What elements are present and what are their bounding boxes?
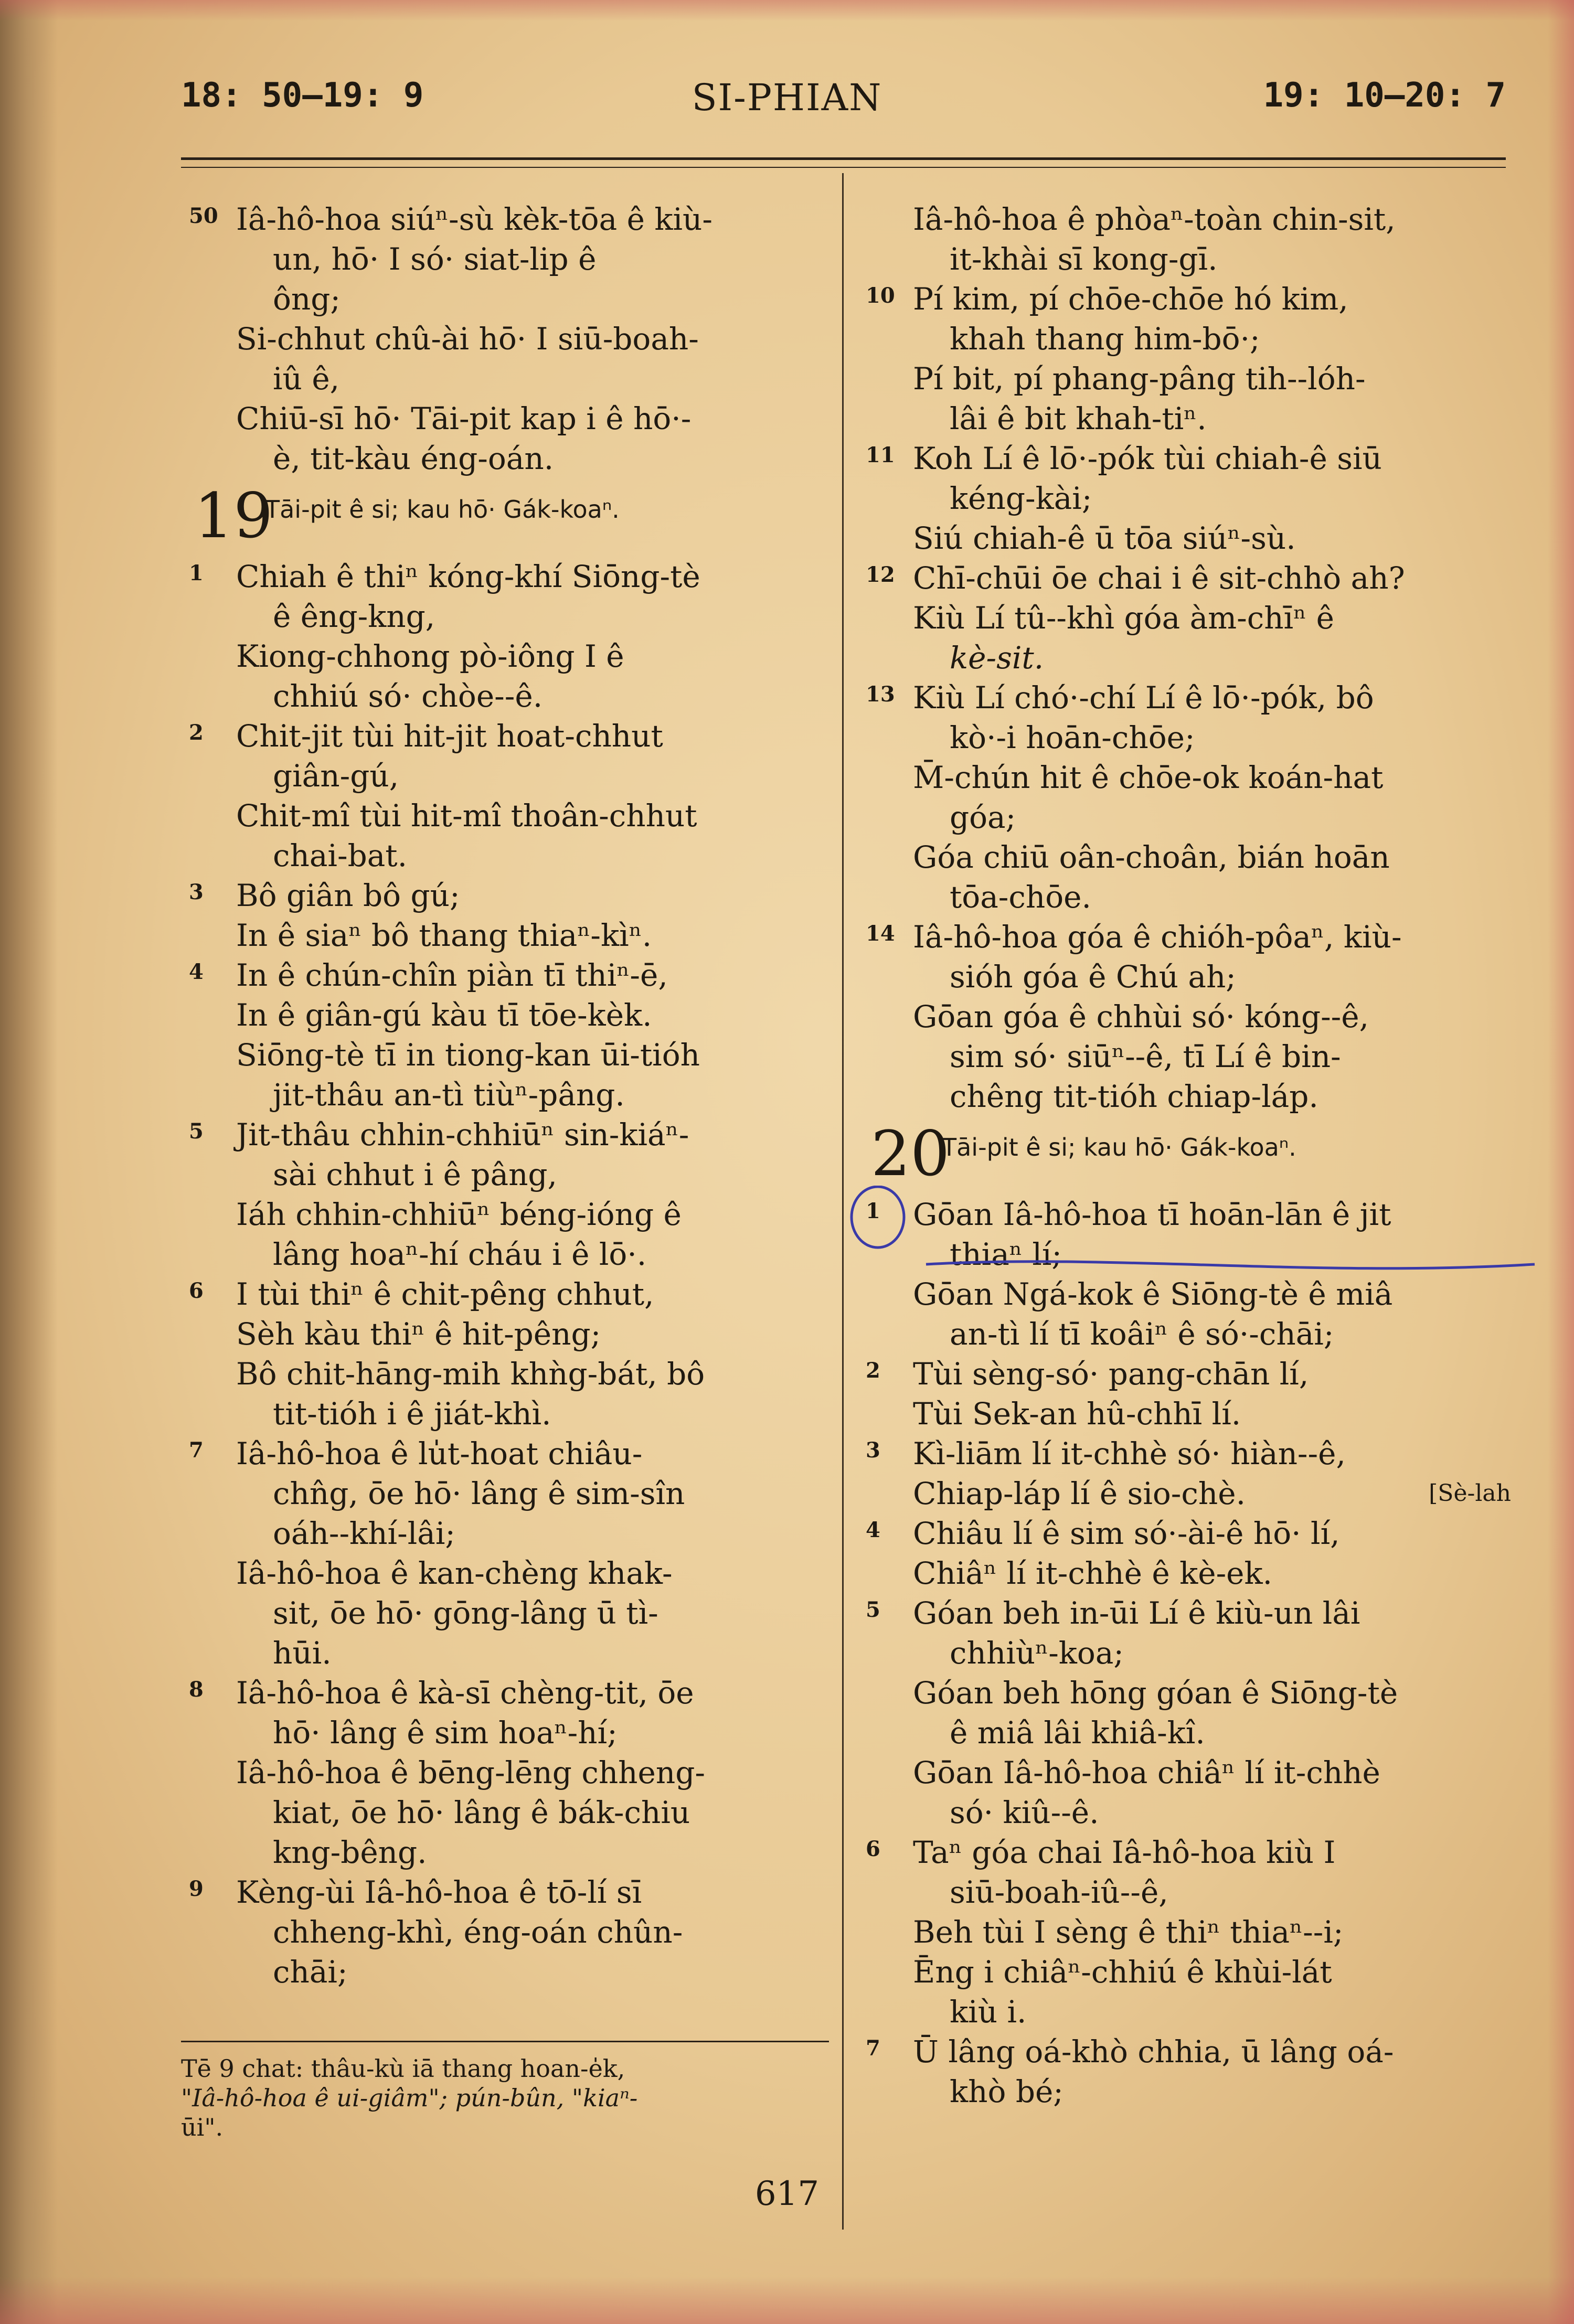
verse-text: Taⁿ góa chai Iâ-hô-hoa kiù I bbox=[913, 1835, 1336, 1870]
verse-number: 50 bbox=[189, 204, 218, 228]
verse-number: 14 bbox=[866, 921, 895, 946]
verse-text: In ê chún-chîn piàn tī thiⁿ-ē, bbox=[236, 957, 668, 993]
verse-text: tōa-chōe. bbox=[950, 879, 1091, 915]
verse-line bbox=[189, 876, 826, 915]
verse-line bbox=[866, 837, 1511, 877]
verse-text: Bô chit-hāng-mih khǹg-bát, bô bbox=[236, 1356, 705, 1392]
verse-line bbox=[189, 1274, 826, 1314]
verse-text: hūi. bbox=[273, 1635, 332, 1671]
verse-text: kè-sit. bbox=[950, 640, 1044, 676]
verse-text: chai-bat. bbox=[273, 838, 408, 873]
header-rule-thick bbox=[181, 157, 1506, 160]
header-left-range: 18: 50—19: 9 bbox=[181, 76, 424, 115]
verse-line bbox=[866, 1832, 1511, 1872]
verse-line bbox=[189, 1394, 826, 1434]
verse-text: kò·-i hoān-chōe; bbox=[950, 720, 1195, 755]
verse-number: 8 bbox=[189, 1677, 204, 1702]
verse-line bbox=[189, 1673, 826, 1713]
verse-text: Iâ-hô-hoa ê phòaⁿ-toàn chin-sit, bbox=[913, 201, 1396, 237]
verse-line bbox=[189, 439, 826, 478]
verse-text: sit, ōe hō· gōng-lâng ū tì- bbox=[273, 1595, 658, 1631]
verse-number: 11 bbox=[866, 443, 895, 467]
verse-text: Kiong-chhong pò-iông I ê bbox=[236, 638, 624, 674]
verse-line bbox=[866, 1076, 1511, 1116]
verse-text: tit-tióh i ê jiát-khì. bbox=[273, 1396, 551, 1432]
verse-line bbox=[866, 558, 1511, 598]
verse-line bbox=[866, 1354, 1511, 1394]
verse-line bbox=[866, 1394, 1511, 1434]
verse-text: kéng-kài; bbox=[950, 481, 1092, 516]
verse-text: Chiap-láp lí ê sio-chè. bbox=[913, 1476, 1246, 1511]
verse-line bbox=[866, 1037, 1511, 1076]
verse-text: sài chhut i ê pâng, bbox=[273, 1157, 557, 1192]
verse-text: chhiú só· chòe--ê. bbox=[273, 678, 543, 714]
verse-line bbox=[189, 1713, 826, 1753]
verse-text: chn̂g, ōe hō· lâng ê sim-sîn bbox=[273, 1476, 685, 1511]
verse-number: 2 bbox=[866, 1358, 880, 1383]
verse-text: Iâ-hô-hoa ê lu̍t-hoat chiâu- bbox=[236, 1436, 643, 1472]
verse-text: chhiùⁿ-koa; bbox=[950, 1635, 1124, 1671]
verse-line bbox=[866, 518, 1511, 558]
verse-text: lâng hoaⁿ-hí cháu i ê lō·. bbox=[273, 1236, 647, 1272]
verse-line bbox=[866, 1593, 1511, 1633]
verse-text: Si-chhut chû-ài hō· I siū-boah- bbox=[236, 321, 699, 357]
verse-line bbox=[189, 1553, 826, 1593]
verse-line bbox=[189, 1593, 826, 1633]
verse-line bbox=[866, 1633, 1511, 1673]
verse-line bbox=[189, 1115, 826, 1155]
verse-text: ông; bbox=[273, 281, 341, 317]
verse-text: Jit-thâu chhin-chhiūⁿ sin-kiáⁿ- bbox=[236, 1117, 689, 1153]
verse-line bbox=[866, 1912, 1511, 1952]
verse-text: Gōan Ngá-kok ê Siōng-tè ê miâ bbox=[913, 1276, 1393, 1312]
verse-line bbox=[189, 1633, 826, 1673]
verse-text: khò bé; bbox=[950, 2074, 1063, 2109]
verse-text: Chiū-sī hō· Tāi-pit kap i ê hō·- bbox=[236, 401, 692, 436]
verse-line bbox=[189, 1832, 826, 1872]
verse-text: Chit-jit tùi hit-jit hoat-chhut bbox=[236, 718, 663, 754]
verse-text: giân-gú, bbox=[273, 758, 399, 794]
verse-text: góa; bbox=[950, 799, 1016, 835]
verse-text: kiat, ōe hō· lâng ê bák-chiu bbox=[273, 1795, 690, 1830]
verse-number: 10 bbox=[866, 283, 895, 308]
verse-line bbox=[189, 1075, 826, 1115]
footnote-line: Tē 9 chat: thâu-kù iā thang hoan-e̍k, bbox=[181, 2054, 625, 2083]
verse-text: M̄-chún hit ê chōe-ok koán-hat bbox=[913, 760, 1384, 795]
verse-line bbox=[866, 718, 1511, 758]
verse-text: chheng-khì, éng-oán chûn- bbox=[273, 1914, 683, 1950]
verse-line bbox=[866, 239, 1511, 279]
verse-text: Góan beh in-ūi Lí ê kiù-un lâi bbox=[913, 1595, 1360, 1631]
verse-number: 3 bbox=[189, 880, 204, 904]
verse-line bbox=[189, 199, 826, 239]
verse-text: Gōan góa ê chhùi só· kóng--ê, bbox=[913, 999, 1369, 1035]
page-edge-stain-right bbox=[1548, 0, 1574, 2324]
verse-line bbox=[189, 1513, 826, 1553]
verse-text: khah thang him-bō·; bbox=[950, 321, 1260, 357]
chapter-heading bbox=[866, 1117, 1511, 1195]
verse-number: 6 bbox=[866, 1837, 880, 1861]
verse-text: Beh tùi I sèng ê thiⁿ thiaⁿ--i; bbox=[913, 1914, 1344, 1950]
verse-text: sióh góa ê Chú ah; bbox=[950, 959, 1236, 995]
header-right-range: 19: 10—20: 7 bbox=[1263, 76, 1506, 115]
verse-line bbox=[866, 478, 1511, 518]
verse-line bbox=[866, 1872, 1511, 1912]
footnote bbox=[181, 2054, 832, 2142]
verse-text: Chī-chūi ōe chai i ê sit-chhò ah? bbox=[913, 560, 1405, 596]
verse-line bbox=[189, 1195, 826, 1234]
book-spine-shadow bbox=[0, 0, 58, 2324]
verse-number: 4 bbox=[866, 1518, 880, 1542]
verse-text: chêng tit-tióh chiap-láp. bbox=[950, 1079, 1318, 1114]
verse-line bbox=[189, 596, 826, 636]
chapter-number: 19 bbox=[194, 479, 273, 552]
verse-text: Sèh kàu thiⁿ ê hit-pêng; bbox=[236, 1316, 601, 1352]
verse-line bbox=[189, 636, 826, 676]
verse-text: Iáh chhin-chhiūⁿ béng-ióng ê bbox=[236, 1197, 682, 1232]
verse-line bbox=[866, 1553, 1511, 1593]
verse-line bbox=[866, 2072, 1511, 2112]
right-column bbox=[866, 199, 1511, 2112]
verse-text: Kiù Lí tû--khì góa àm-chīⁿ ê bbox=[913, 600, 1334, 636]
verse-line bbox=[866, 758, 1511, 797]
verse-line bbox=[189, 399, 826, 439]
header-book-title: SI-PHIAN bbox=[692, 76, 882, 119]
verse-text: chāi; bbox=[273, 1954, 348, 1990]
verse-text: Iâ-hô-hoa siúⁿ-sù kèk-tōa ê kiù- bbox=[236, 201, 713, 237]
verse-line bbox=[866, 399, 1511, 439]
verse-number: 2 bbox=[189, 720, 204, 745]
verse-number: 13 bbox=[866, 682, 895, 707]
verse-number: 7 bbox=[866, 2036, 880, 2061]
verse-number: 9 bbox=[189, 1877, 204, 1901]
verse-line bbox=[866, 1673, 1511, 1713]
verse-text: Chit-mî tùi hit-mî thoân-chhut bbox=[236, 798, 697, 834]
verse-text: jit-thâu an-tì tiùⁿ-pâng. bbox=[273, 1077, 625, 1113]
verse-text: kiù i. bbox=[950, 1994, 1027, 2030]
verse-line bbox=[866, 1713, 1511, 1753]
verse-text: Siú chiah-ê ū tōa siúⁿ-sù. bbox=[913, 520, 1296, 556]
verse-text: Siōng-tè tī in tiong-kan ūi-tióh bbox=[236, 1037, 700, 1073]
verse-text: Koh Lí ê lō·-pók tùi chiah-ê siū bbox=[913, 441, 1382, 476]
verse-line bbox=[866, 199, 1511, 239]
verse-text: un, hō· I só· siat-lip ê bbox=[273, 241, 597, 277]
verse-text: ê miâ lâi khiâ-kî. bbox=[950, 1715, 1205, 1751]
verse-line bbox=[866, 319, 1511, 359]
verse-text: Ēng i chiâⁿ-chhiú ê khùi-lát bbox=[913, 1954, 1332, 1990]
verse-text: Bô giân bô gú; bbox=[236, 878, 460, 913]
chapter-title: Tāi-pit ê si; kau hō· Gák-koaⁿ. bbox=[942, 1133, 1296, 1161]
verse-line bbox=[866, 1992, 1511, 2032]
verse-number: 1 bbox=[189, 561, 204, 585]
verse-text: Chiâu lí ê sim só·-ài-ê hō· lí, bbox=[913, 1516, 1340, 1551]
verse-line bbox=[189, 1354, 826, 1394]
page-edge-stain bbox=[0, 0, 1574, 21]
verse-line bbox=[189, 676, 826, 716]
verse-text: Ū lâng oá-khò chhia, ū lâng oá- bbox=[913, 2034, 1394, 2070]
verse-number: 1 bbox=[866, 1199, 880, 1223]
verse-text: Chiâⁿ lí it-chhè ê kè-ek. bbox=[913, 1555, 1273, 1591]
footnote-line: ūi". bbox=[181, 2113, 224, 2141]
page-number: 617 bbox=[754, 2174, 820, 2213]
verse-text: Kiù Lí chó·-chí Lí ê lō·-pók, bô bbox=[913, 680, 1374, 716]
verse-line bbox=[866, 1513, 1511, 1553]
verse-text: è, tit-kàu éng-oán. bbox=[273, 441, 554, 476]
verse-line bbox=[189, 1793, 826, 1832]
verse-line bbox=[189, 1234, 826, 1274]
verse-line bbox=[189, 915, 826, 955]
left-column bbox=[189, 199, 826, 1992]
selah-marker: [Sè-lah bbox=[1429, 1480, 1511, 1507]
verse-number: 6 bbox=[189, 1278, 204, 1303]
verse-line bbox=[866, 1753, 1511, 1793]
verse-line bbox=[866, 917, 1511, 957]
verse-line bbox=[189, 1912, 826, 1952]
verse-line bbox=[866, 638, 1511, 678]
underline-mark bbox=[926, 1262, 1535, 1268]
verse-line bbox=[189, 1872, 826, 1912]
verse-circle-mark bbox=[852, 1187, 904, 1248]
chapter-heading bbox=[189, 479, 826, 557]
footnote-line: "Iâ-hô-hoa ê ui-giâm"; pún-bûn, "kiaⁿ- bbox=[181, 2084, 638, 2112]
verse-text: In ê siaⁿ bô thang thiaⁿ-kìⁿ. bbox=[236, 918, 652, 953]
verse-text: iû ê, bbox=[273, 361, 340, 397]
verse-text: Tùi Sek-an hû-chhī lí. bbox=[913, 1396, 1241, 1432]
verse-line bbox=[866, 1952, 1511, 1992]
verse-line bbox=[189, 359, 826, 399]
verse-line bbox=[866, 439, 1511, 478]
verse-text: Pí kim, pí chōe-chōe hó kim, bbox=[913, 281, 1348, 317]
verse-line bbox=[866, 877, 1511, 917]
verse-line bbox=[189, 955, 826, 995]
verse-text: Iâ-hô-hoa ê kà-sī chèng-tit, ōe bbox=[236, 1675, 694, 1711]
verse-text: Góan beh hōng góan ê Siōng-tè bbox=[913, 1675, 1398, 1711]
verse-number: 5 bbox=[866, 1597, 880, 1622]
pen-annotation bbox=[847, 1186, 1545, 1291]
verse-text: só· kiû--ê. bbox=[950, 1795, 1099, 1830]
verse-line bbox=[866, 1314, 1511, 1354]
header-rule-thin bbox=[181, 167, 1506, 168]
verse-line bbox=[189, 1952, 826, 1992]
verse-line bbox=[866, 359, 1511, 399]
verse-line bbox=[189, 1035, 826, 1075]
verse-line bbox=[189, 239, 826, 279]
verse-text: Chiah ê thiⁿ kóng-khí Siōng-tè bbox=[236, 559, 700, 594]
verse-line bbox=[866, 797, 1511, 837]
verse-text: Gōan Iâ-hô-hoa tī hoān-lān ê jit bbox=[913, 1197, 1391, 1232]
verse-text: In ê giân-gú kàu tī tōe-kèk. bbox=[236, 997, 652, 1033]
verse-text: thiaⁿ lí; bbox=[950, 1236, 1062, 1272]
column-divider bbox=[842, 173, 844, 2230]
verse-line bbox=[866, 279, 1511, 319]
verse-text: Kì-liām lí it-chhè só· hiàn--ê, bbox=[913, 1436, 1346, 1472]
page-edge-stain-bottom bbox=[0, 2277, 1574, 2324]
verse-text: an-tì lí tī koâiⁿ ê só·-chāi; bbox=[950, 1316, 1334, 1352]
verse-text: kng-bêng. bbox=[273, 1835, 427, 1870]
verse-number: 7 bbox=[189, 1438, 204, 1463]
verse-line bbox=[189, 557, 826, 596]
verse-text: Gōan Iâ-hô-hoa chiâⁿ lí it-chhè bbox=[913, 1755, 1380, 1790]
chapter-number: 20 bbox=[871, 1117, 950, 1190]
verse-number: 12 bbox=[866, 562, 895, 587]
verse-text: siū-boah-iû--ê, bbox=[950, 1874, 1168, 1910]
chapter-title: Tāi-pit ê si; kau hō· Gák-koaⁿ. bbox=[265, 495, 620, 524]
verse-text: ê êng-kng, bbox=[273, 599, 435, 634]
verse-line bbox=[189, 796, 826, 836]
verse-line bbox=[866, 1474, 1511, 1513]
verse-text: I tùi thiⁿ ê chit-pêng chhut, bbox=[236, 1276, 654, 1312]
verse-line bbox=[866, 1434, 1511, 1474]
verse-line bbox=[189, 1434, 826, 1474]
verse-text: Kèng-ùi Iâ-hô-hoa ê tō-lí sī bbox=[236, 1874, 642, 1910]
verse-text: Pí bit, pí phang-pâng tih--lóh- bbox=[913, 361, 1366, 397]
verse-line bbox=[189, 716, 826, 756]
verse-text: Iâ-hô-hoa góa ê chióh-pôaⁿ, kiù- bbox=[913, 919, 1402, 955]
verse-line bbox=[866, 997, 1511, 1037]
verse-line bbox=[189, 995, 826, 1035]
verse-line bbox=[189, 279, 826, 319]
verse-line bbox=[866, 1793, 1511, 1832]
verse-text: Iâ-hô-hoa ê kan-chèng khak- bbox=[236, 1555, 673, 1591]
verse-line bbox=[866, 2032, 1511, 2072]
verse-text: Iâ-hô-hoa ê bēng-lēng chheng- bbox=[236, 1755, 705, 1790]
verse-text: Góa chiū oân-choân, bián hoān bbox=[913, 839, 1390, 875]
verse-line bbox=[189, 1155, 826, 1195]
verse-line bbox=[189, 1314, 826, 1354]
verse-line bbox=[189, 1474, 826, 1513]
footnote-rule bbox=[181, 2041, 829, 2042]
verse-line bbox=[189, 836, 826, 876]
verse-number: 5 bbox=[189, 1119, 204, 1144]
verse-line bbox=[189, 756, 826, 796]
verse-line bbox=[189, 1753, 826, 1793]
verse-text: it-khài sī kong-gī. bbox=[950, 241, 1218, 277]
verse-line bbox=[189, 319, 826, 359]
verse-number: 3 bbox=[866, 1438, 880, 1463]
verse-line bbox=[866, 957, 1511, 997]
verse-text: sim só· siūⁿ--ê, tī Lí ê bin- bbox=[950, 1039, 1341, 1074]
verse-text: oáh--khí-lâi; bbox=[273, 1516, 455, 1551]
verse-text: Tùi sèng-só· pang-chān lí, bbox=[913, 1356, 1309, 1392]
verse-number: 4 bbox=[189, 960, 204, 984]
verse-text: lâi ê bit khah-tiⁿ. bbox=[950, 401, 1207, 436]
verse-text: hō· lâng ê sim hoaⁿ-hí; bbox=[273, 1715, 618, 1751]
verse-line bbox=[866, 678, 1511, 718]
verse-line bbox=[866, 598, 1511, 638]
